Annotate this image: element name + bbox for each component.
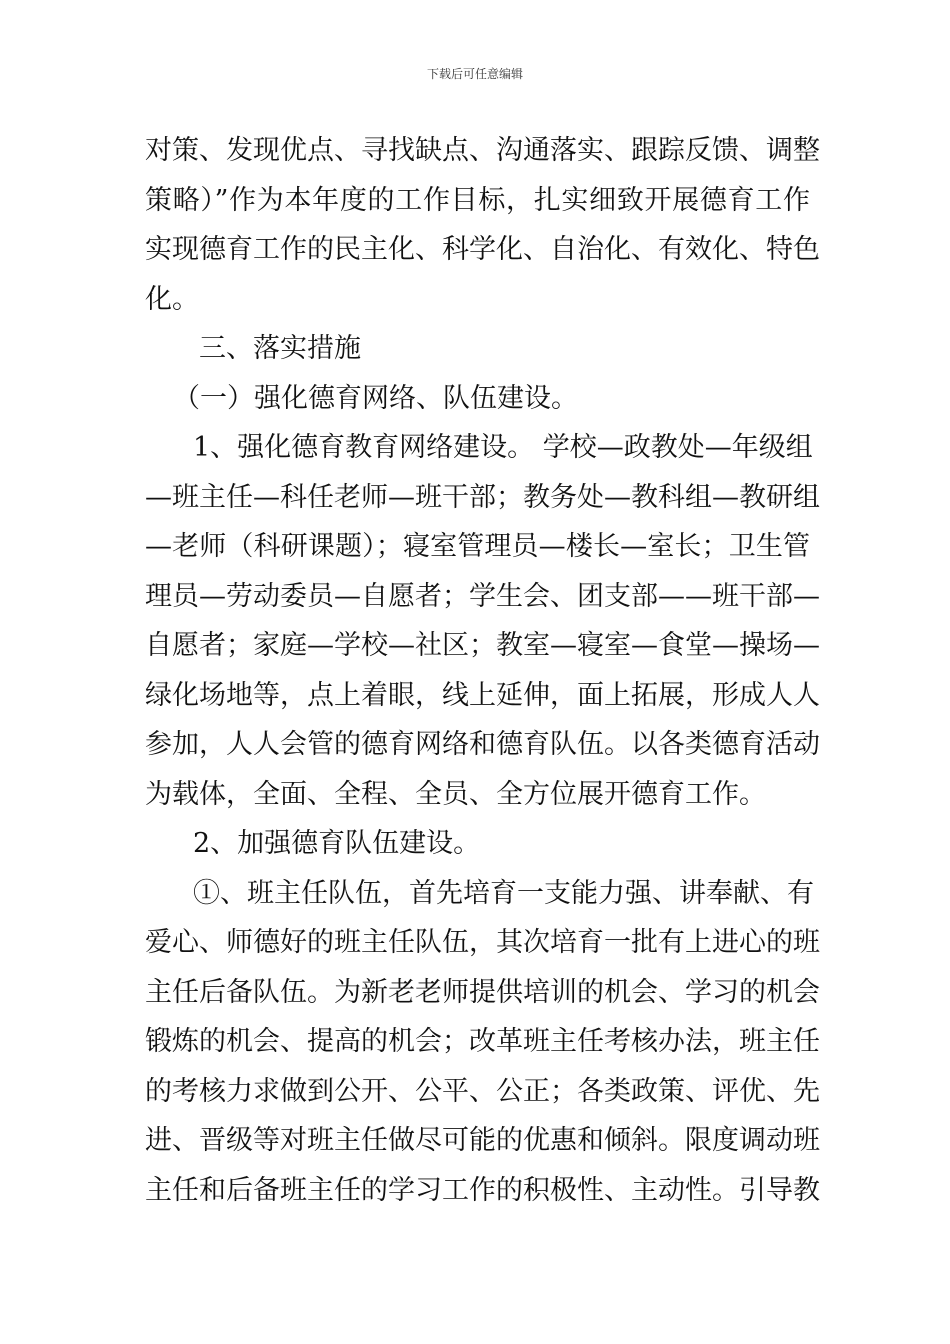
text-line: —班主任—科任老师—班干部；教务处—教科组—教研组 [145, 481, 820, 513]
text-line: 主任后备队伍。为新老老师提供培训的机会、学习的机会 [145, 976, 820, 1008]
text-line: ①、班主任队伍，首先培育一支能力强、讲奉献、有 [193, 877, 814, 909]
text-line: 策略）”作为本年度的工作目标，扎实细致开展德育工作 [145, 184, 810, 216]
item-heading: 2、加强德育队伍建设。 [193, 828, 481, 859]
text-line: 锻炼的机会、提高的机会；改革班主任考核办法，班主任 [145, 1026, 820, 1057]
text-line: 理员—劳动委员—自愿者；学生会、团支部——班干部— [145, 580, 820, 612]
subsection-heading: （一）强化德育网络、队伍建设。 [173, 382, 578, 414]
text-line: 为载体，全面、全程、全员、全方位展开德育工作。 [145, 778, 766, 810]
text-line: 的考核力求做到公开、公平、公正；各类政策、评优、先 [145, 1075, 820, 1107]
text-line: 主任和后备班主任的学习工作的积极性、主动性。引导教 [145, 1174, 820, 1206]
text-line: 对策、发现优点、寻找缺点、沟通落实、跟踪反馈、调整 [145, 135, 820, 166]
text-line: —老师（科研课题）；寝室管理员—楼长—室长；卫生管 [145, 531, 810, 562]
page-header-note: 下载后可任意编辑 [426, 67, 523, 81]
text-line: 绿化场地等，点上着眼，线上延伸，面上拓展，形成人人 [145, 679, 820, 711]
text-line: 化。 [145, 283, 199, 315]
text-line: 自愿者；家庭—学校—社区；教室—寝室—食堂—操场— [145, 630, 820, 661]
section-heading: 三、落实措施 [199, 333, 361, 364]
text-line: 爱心、师德好的班主任队伍，其次培育一批有上进心的班 [145, 927, 820, 958]
text-line: 1、强化德育教育网络建设。 学校—政教处—年级组 [193, 432, 813, 463]
text-line: 进、晋级等对班主任做尽可能的优惠和倾斜。限度调动班 [145, 1125, 820, 1156]
text-line: 参加，人人会管的德育网络和德育队伍。以各类德育活动 [145, 729, 820, 760]
document-body [145, 126, 820, 1215]
text-line: 实现德育工作的民主化、科学化、自治化、有效化、特色 [145, 234, 820, 265]
